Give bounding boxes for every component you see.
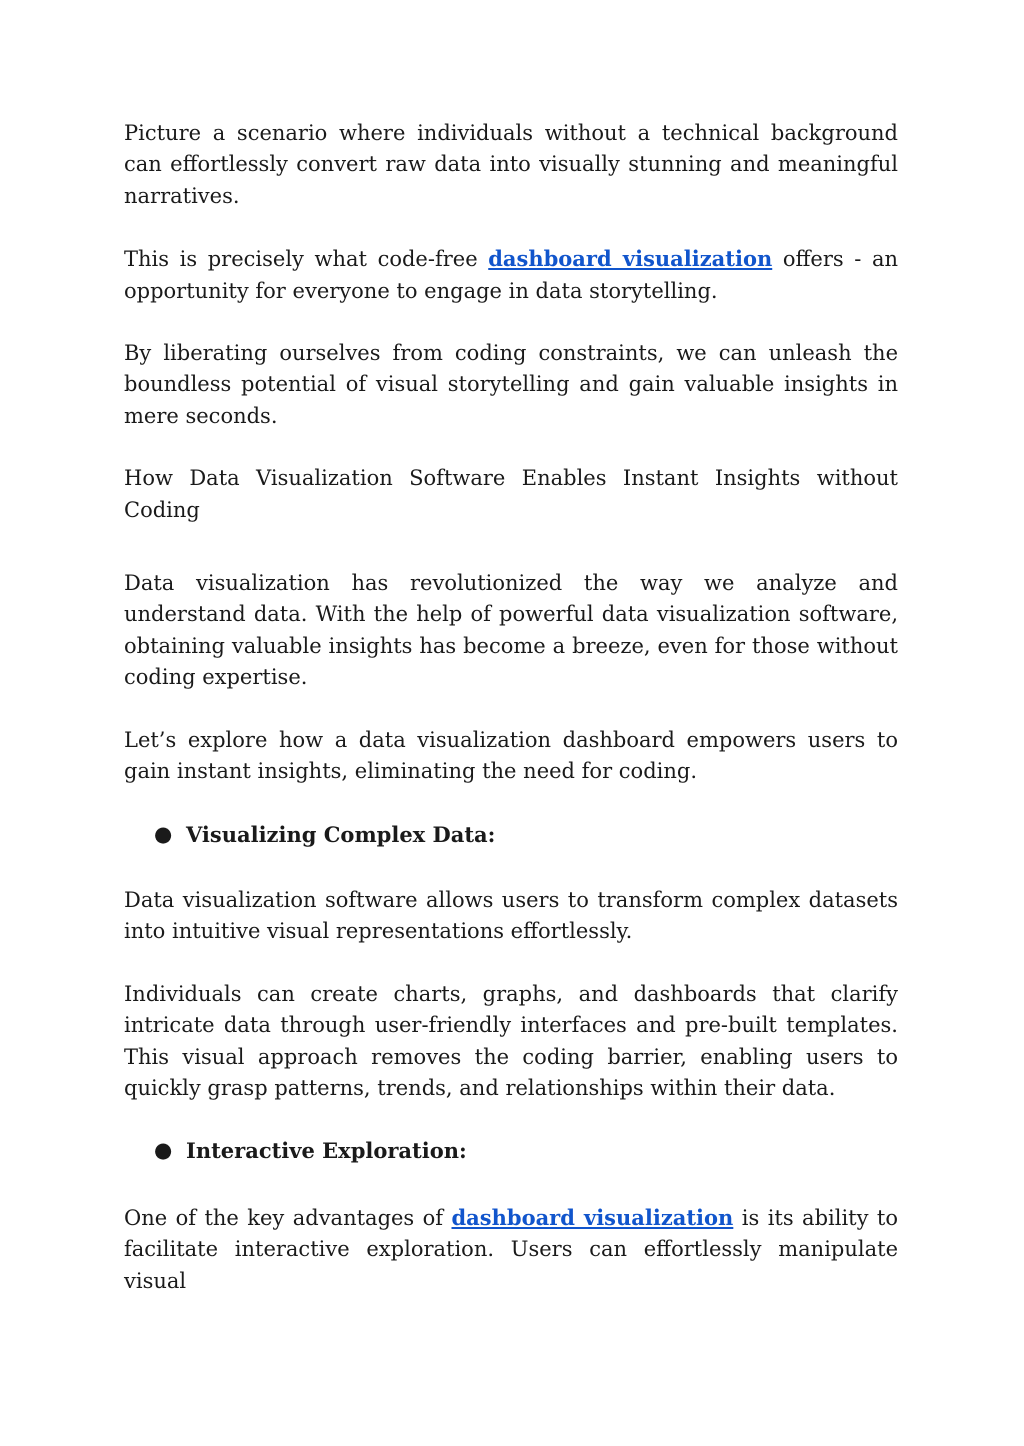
dashboard-visualization-link[interactable]: dashboard visualization [451, 1204, 734, 1230]
bullet-visualizing-complex-data [154, 819, 898, 850]
paragraph-intro: Picture a scenario where individuals without a technical background can effortlessly convert raw data into visually stunning and meaningful narratives. [124, 121, 898, 208]
paragraph-text: This is precisely what code-free [124, 247, 489, 272]
paragraph-key-advantages [124, 1202, 898, 1297]
paragraph-individuals: Individuals can create charts, graphs, and dashboards that clarify intricate data through user-friendly interfaces and pre-built templates. This visual approach removes the coding barrier, enabling users to quickly grasp patterns, trends, and relationships within their data. [124, 981, 898, 1100]
bullet-label: Interactive Exploration: [186, 1138, 467, 1164]
bullet-label: Visualizing Complex Data: [186, 821, 496, 847]
dashboard-visualization-link[interactable]: dashboard visualization [488, 246, 773, 272]
bullet-dot-icon: ● [154, 821, 173, 846]
bullet-interactive-exploration [154, 1135, 898, 1166]
paragraph-transform: Data visualization software allows users to transform complex datasets into intuitive visual representations effortlessly. [124, 887, 898, 944]
bullet-list [124, 1135, 898, 1166]
paragraph-liberating: By liberating ourselves from coding constraints, we can unleash the boundless potential of visual storytelling and gain valuable insights in mere seconds. [124, 341, 898, 428]
document-page [124, 118, 898, 1328]
paragraph-text: One of the key advantages of [124, 1205, 452, 1230]
paragraph-revolutionized: Data visualization has revolutionized the way we analyze and understand data. With the help of powerful data visualization software, obtaining valuable insights has become a breeze, even for those without coding expertise. [124, 571, 898, 690]
bullet-list [124, 819, 898, 850]
paragraph-text: is its ability to facilitate interactive exploration. Users can effortlessly manipulate visual [124, 1205, 898, 1293]
paragraph-explore: Let’s explore how a data visualization dashboard empowers users to gain instant insights, eliminating the need for coding. [124, 727, 898, 784]
paragraph-text: offers - an opportunity for everyone to engage in data storytelling. [124, 247, 899, 303]
paragraph-code-free [124, 243, 898, 307]
section-heading: How Data Visualization Software Enables Instant Insights without Coding [124, 466, 898, 522]
bullet-dot-icon: ● [154, 1138, 173, 1163]
